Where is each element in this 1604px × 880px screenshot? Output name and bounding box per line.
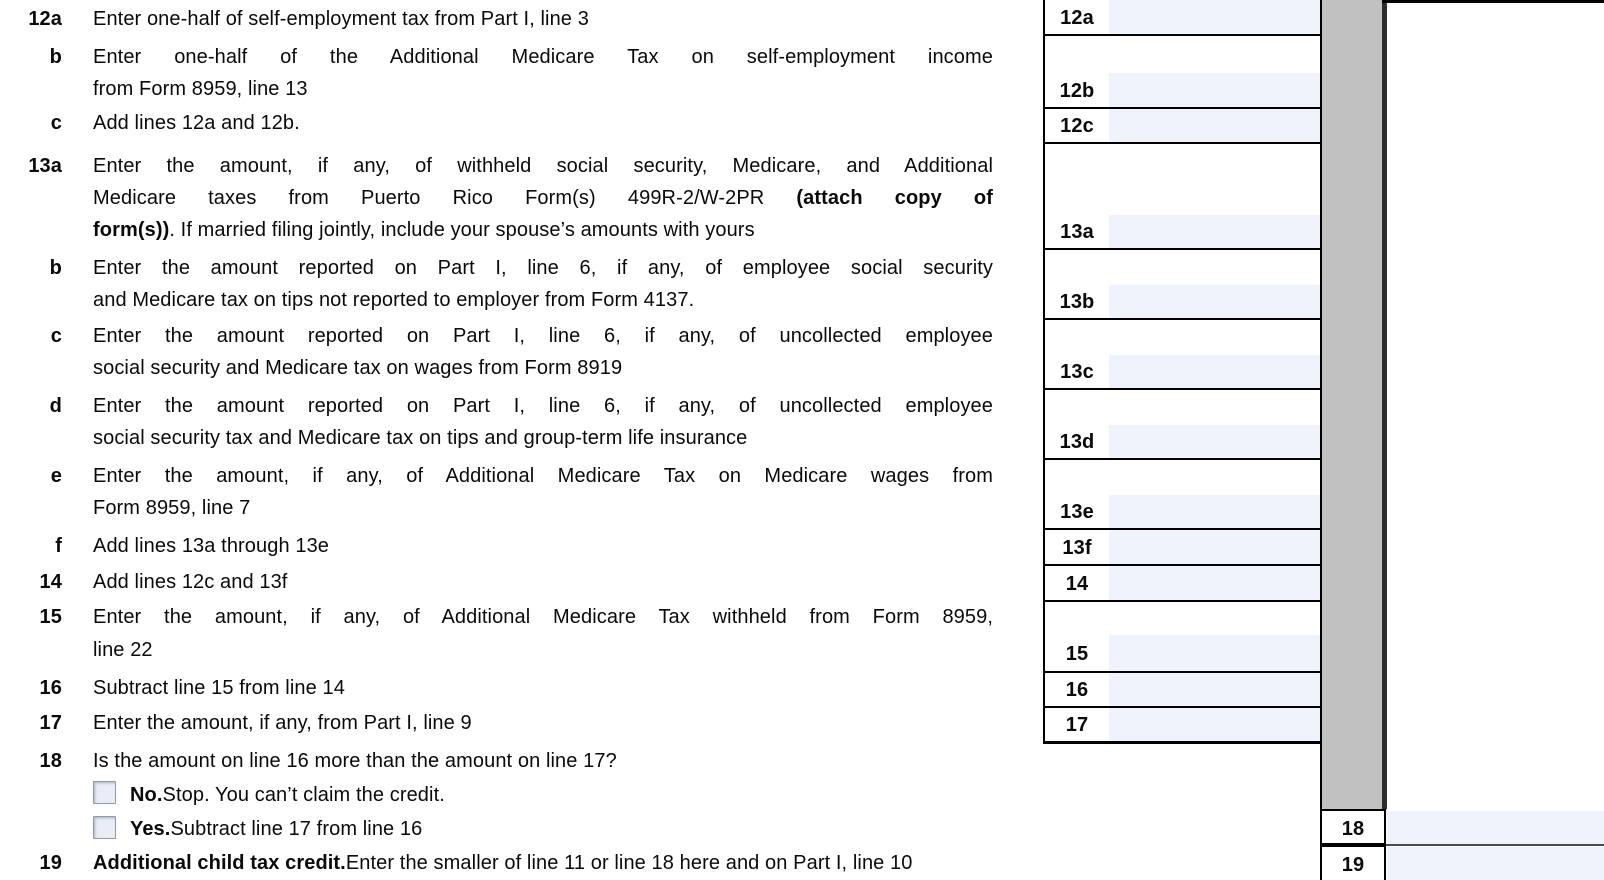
line-13e-text-1: [93, 460, 993, 492]
amount-field-12b[interactable]: [1109, 73, 1320, 107]
amount-field-17[interactable]: [1109, 708, 1320, 741]
box-label-cell-12b: [1043, 34, 1111, 107]
text-segment: No.: [130, 784, 163, 806]
amount-field-19[interactable]: [1387, 847, 1604, 880]
box-label-13d: 13d: [1059, 431, 1095, 453]
amount-cell-15: [1109, 600, 1322, 671]
text-segment: Enter the amount, if any, of Additional Medicare Tax on Medicare wages from: [93, 465, 993, 487]
amount-field-13d[interactable]: [1109, 425, 1320, 458]
box-label-cell-16: [1043, 671, 1111, 706]
box-label-cell-12a: [1043, 0, 1111, 34]
box-label-15: 15: [1065, 643, 1089, 665]
amount-field-13c[interactable]: [1109, 355, 1320, 388]
line-12b-text-1: [93, 41, 993, 73]
amount-field-14[interactable]: [1109, 566, 1320, 600]
line-17-text-1: [93, 707, 993, 739]
line-number-12b: b: [49, 46, 62, 68]
box-label-13f: 13f: [1062, 537, 1092, 559]
amount-field-12c[interactable]: [1109, 109, 1320, 142]
amount-field-15[interactable]: [1109, 635, 1320, 671]
line-13b-text-1: [93, 252, 993, 284]
line-18-yes-text-1: [130, 813, 1303, 845]
answer-box-19: [1320, 845, 1386, 880]
line-15-text-1: [93, 601, 993, 633]
box-label-14: 14: [1065, 573, 1089, 595]
amount-cell-12b: [1109, 34, 1322, 107]
line-number-13b: b: [49, 257, 62, 279]
amount-field-12a[interactable]: [1109, 0, 1320, 34]
line-number-17: 17: [39, 712, 62, 734]
line-13a-text-1: [93, 150, 993, 182]
line-13c-text-2: [93, 352, 993, 384]
line-13c-text-1: [93, 320, 993, 352]
line-number-13d: d: [49, 395, 62, 417]
text-segment: Yes.: [130, 818, 171, 840]
box-label-13b: 13b: [1059, 291, 1095, 313]
amount-cell-13c: [1109, 318, 1322, 388]
text-segment: form(s)): [93, 219, 170, 241]
amount-cell-13b: [1109, 248, 1322, 318]
box-label-13c: 13c: [1060, 361, 1094, 383]
shaded-column: [1320, 0, 1386, 809]
line-13a-text-3: [93, 214, 993, 246]
line-number-15: 15: [39, 606, 62, 628]
line-12a-text-1: [93, 3, 993, 35]
checkbox-18-yes[interactable]: [93, 816, 116, 839]
line-number-13e: e: [50, 465, 62, 487]
text-segment: . If married filing jointly, include your spouse’s amounts with yours: [169, 219, 755, 241]
text-segment: Enter the amount reported on Part I, line 6, if any, of employee social security: [93, 257, 993, 279]
amount-cell-17: [1109, 706, 1322, 744]
checkbox-18-no[interactable]: [93, 781, 116, 804]
answer-box-label-18: 18: [1341, 818, 1365, 840]
line-13e-text-2: [93, 492, 993, 524]
text-segment: Is the amount on line 16 more than the amount on line 17?: [93, 750, 617, 772]
line-number-12a: 12a: [28, 8, 62, 30]
answer-box-label-19: 19: [1341, 854, 1365, 876]
answer-box-18: [1320, 809, 1386, 845]
text-segment: Stop. You can’t claim the credit.: [162, 784, 445, 806]
text-segment: Add lines 12c and 13f: [93, 571, 288, 593]
box-label-cell-13c: [1043, 318, 1111, 388]
amount-cell-16: [1109, 671, 1322, 706]
text-segment: Additional child tax credit.: [93, 852, 346, 874]
line-16-text-1: [93, 672, 993, 704]
line-13b-text-2: [93, 284, 993, 316]
box-label-12b: 12b: [1059, 80, 1095, 102]
line-18-text-1: [93, 745, 993, 777]
box-label-cell-13a: [1043, 142, 1111, 248]
line-13d-text-2: [93, 422, 993, 454]
text-segment: Enter the amount, if any, of withheld social security, Medicare, and Additional: [93, 155, 993, 177]
line-number-19: 19: [39, 852, 62, 874]
box-label-cell-13f: [1043, 528, 1111, 564]
box-label-12c: 12c: [1060, 115, 1094, 137]
line-12b-text-2: [93, 73, 993, 105]
amount-field-16[interactable]: [1109, 673, 1320, 706]
text-segment: Enter one-half of self-employment tax from Part I, line 3: [93, 8, 589, 30]
box-label-cell-17: [1043, 706, 1111, 744]
line-number-13f: f: [55, 535, 62, 557]
amount-cell-13e: [1109, 458, 1322, 528]
line-number-16: 16: [39, 677, 62, 699]
line-15-text-2: [93, 634, 993, 666]
text-segment: and Medicare tax on tips not reported to employer from Form 4137.: [93, 289, 695, 311]
line-12c-text-1: [93, 107, 993, 139]
amount-field-13f[interactable]: [1109, 530, 1320, 564]
line-number-18: 18: [39, 750, 62, 772]
amount-cell-12a: [1109, 0, 1322, 34]
text-segment: Form 8959, line 7: [93, 497, 251, 519]
line-13d-text-1: [93, 390, 993, 422]
text-segment: Medicare taxes from Puerto Rico Form(s) 499R-2/W-2PR: [93, 187, 797, 209]
line-13f-text-1: [93, 530, 993, 562]
box-label-13a: 13a: [1060, 221, 1094, 243]
text-segment: social security and Medicare tax on wages from Form 8919: [93, 357, 623, 379]
text-segment: Subtract line 17 from line 16: [170, 818, 423, 840]
amount-field-13b[interactable]: [1109, 285, 1320, 318]
text-segment: Enter the amount reported on Part I, line 6, if any, of uncollected employee: [93, 395, 993, 417]
text-segment: Add lines 13a through 13e: [93, 535, 330, 557]
amount-cell-12c: [1109, 107, 1322, 142]
text-segment: Enter one-half of the Additional Medicare Tax on self-employment income: [93, 46, 993, 68]
line-18-no-text-1: [130, 779, 993, 811]
amount-field-13e[interactable]: [1109, 495, 1320, 528]
box-label-17: 17: [1065, 714, 1089, 736]
amount-cell-13d: [1109, 388, 1322, 458]
box-label-12a: 12a: [1060, 7, 1094, 29]
box-label-cell-14: [1043, 564, 1111, 600]
line-19-text-1: [93, 847, 1303, 879]
text-segment: Enter the smaller of line 11 or line 18 here and on Part I, line 10: [345, 852, 913, 874]
amount-cell-13a: [1109, 142, 1322, 248]
box-label-cell-13b: [1043, 248, 1111, 318]
text-segment: line 22: [93, 639, 153, 661]
line-13a-text-2: [93, 182, 993, 214]
box-label-13e: 13e: [1060, 501, 1094, 523]
line-number-12c: c: [50, 112, 62, 134]
box-label-cell-12c: [1043, 107, 1111, 142]
text-segment: Enter the amount, if any, of Additional Medicare Tax withheld from Form 8959,: [93, 606, 993, 628]
text-segment: (attach copy of: [796, 187, 993, 209]
box-label-cell-15: [1043, 600, 1111, 671]
vertical-rule: [1382, 0, 1387, 809]
text-segment: Add lines 12a and 12b.: [93, 112, 300, 134]
text-segment: Enter the amount, if any, from Part I, line 9: [93, 712, 472, 734]
line-number-14: 14: [39, 571, 62, 593]
line-number-13a: 13a: [28, 155, 62, 177]
amount-field-13a[interactable]: [1109, 215, 1320, 248]
text-segment: Enter the amount reported on Part I, line 6, if any, of uncollected employee: [93, 325, 993, 347]
text-segment: social security tax and Medicare tax on tips and group-term life insurance: [93, 427, 748, 449]
text-segment: from Form 8959, line 13: [93, 78, 308, 100]
box-label-16: 16: [1065, 679, 1089, 701]
line-14-text-1: [93, 566, 993, 598]
answer-row-divider: [1384, 844, 1604, 846]
box-label-cell-13d: [1043, 388, 1111, 458]
top-rule: [1382, 0, 1604, 3]
line-number-13c: c: [50, 325, 62, 347]
box-label-cell-13e: [1043, 458, 1111, 528]
amount-field-18[interactable]: [1387, 811, 1604, 844]
amount-cell-13f: [1109, 528, 1322, 564]
text-segment: Subtract line 15 from line 14: [93, 677, 345, 699]
amount-cell-14: [1109, 564, 1322, 600]
